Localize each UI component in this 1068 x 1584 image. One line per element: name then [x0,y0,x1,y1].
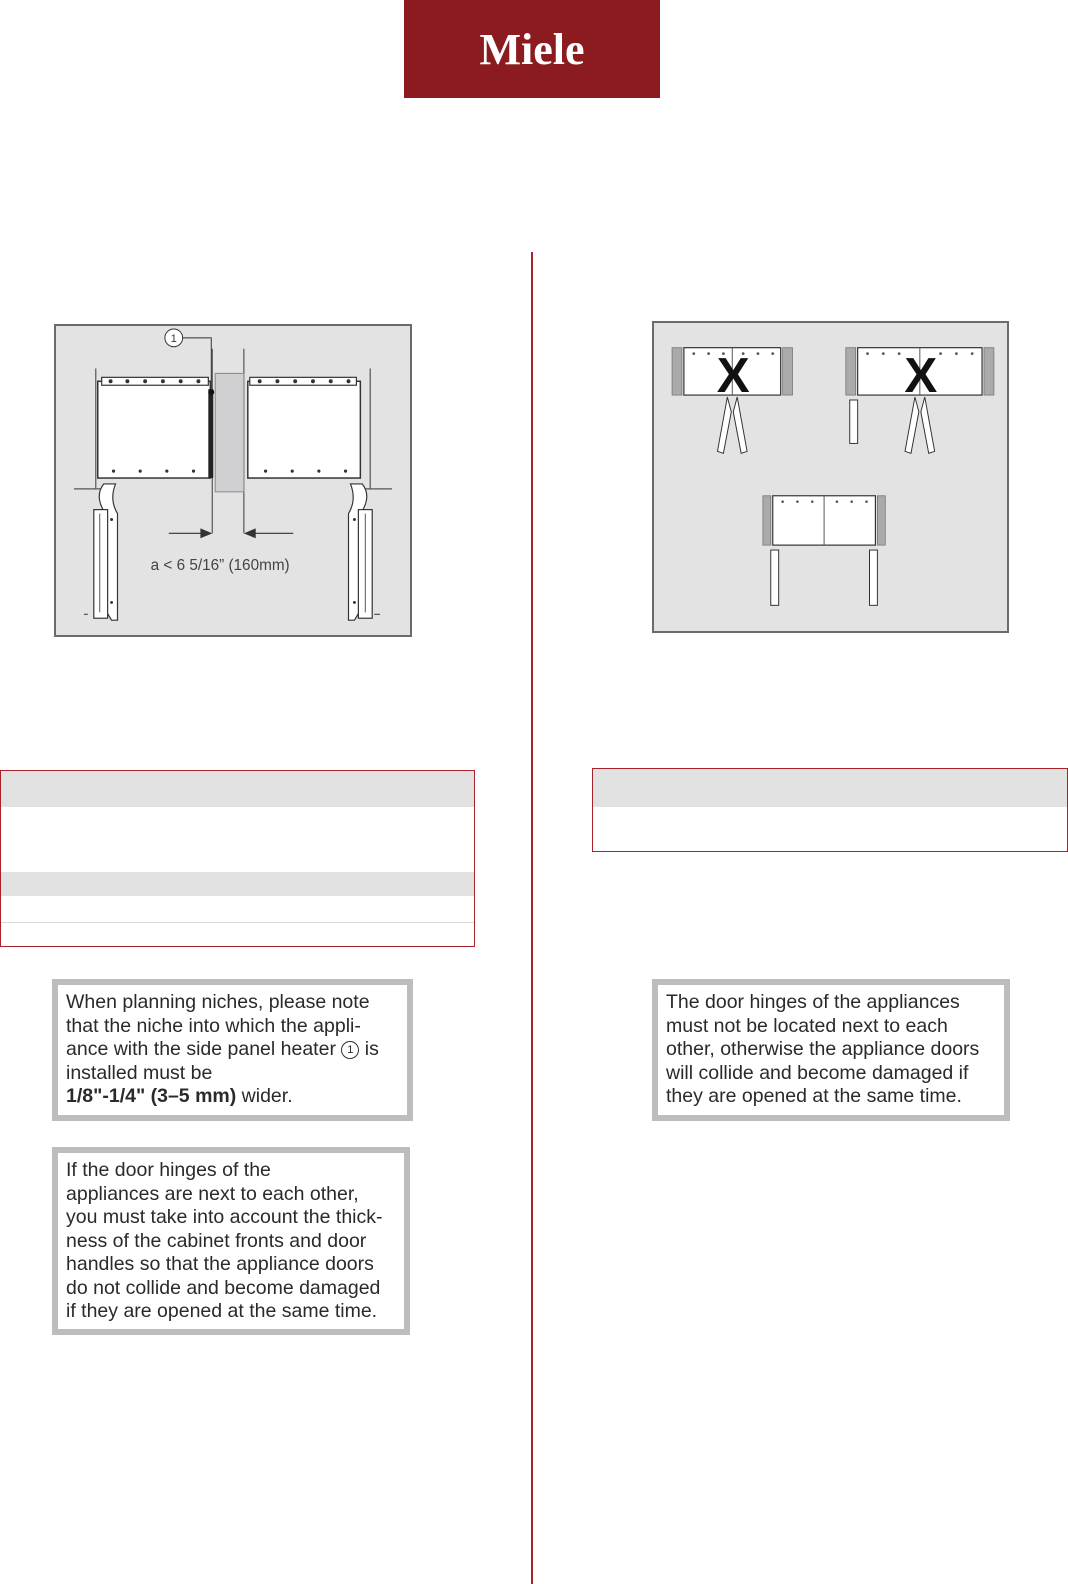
note-text: wider. [241,1085,293,1107]
left-appliance [98,381,211,478]
right-table [592,768,1068,852]
note-text: is [364,1038,379,1060]
logo-text: Miele [479,25,585,74]
left-table-row-divider [1,922,474,923]
note-line: if they are opened at the same time. [66,1300,378,1322]
note-line: will collide and become damaged if [666,1061,969,1084]
note-line: The door hinges of the appliances [666,991,960,1013]
note-line: If the door hinges of the [66,1159,271,1181]
left-table [0,770,475,947]
note-line: appliances are next to each other, [66,1182,359,1205]
note-line: other, otherwise the appliance doors [666,1038,980,1060]
left-table-header-row [1,771,474,807]
logo-wordmark [432,19,632,79]
hinge-placement-diagram [654,323,1007,631]
figure-side-by-side-niche [54,324,412,637]
niche-diagram [56,326,410,635]
right-appliance [248,381,361,478]
note-bold-dimension: 1/8"-1/4" (3–5 mm) [66,1085,237,1107]
note-line [66,1085,399,1109]
note-line: must not be located next to each [666,1014,948,1037]
circled-reference: 1 [341,1041,359,1059]
wrong-mark-2: X [904,348,938,404]
dimension-label: a < 6 5/16” (160mm) [150,556,290,574]
note-line [66,1038,399,1062]
figure-hinge-placement [652,321,1009,633]
note-niche-width [52,979,413,1121]
note-line: you must take into account the thick- [66,1206,383,1228]
note-line: When planning niches, please note [66,991,370,1013]
note-line: that the niche into which the appli- [66,1014,361,1037]
wrong-mark-1: X [716,348,750,404]
note-text: ance with the side panel heater [66,1038,336,1060]
note-line: handles so that the appliance doors [66,1253,374,1275]
note-line: installed must be [66,1061,213,1084]
note-line: do not collide and become damaged [66,1276,381,1299]
side-panel-heater [208,389,213,478]
callout-1-label: 1 [170,332,177,345]
note-hinges-adjacent [52,1147,410,1335]
note-line: ness of the cabinet fronts and door [66,1229,367,1252]
right-table-header-row [593,769,1067,807]
left-table-subheader-row [1,872,474,896]
column-divider [531,252,533,1584]
note-line: they are opened at the same time. [666,1085,962,1107]
brand-logo [404,0,660,98]
note-hinges-not-adjacent [652,979,1010,1121]
